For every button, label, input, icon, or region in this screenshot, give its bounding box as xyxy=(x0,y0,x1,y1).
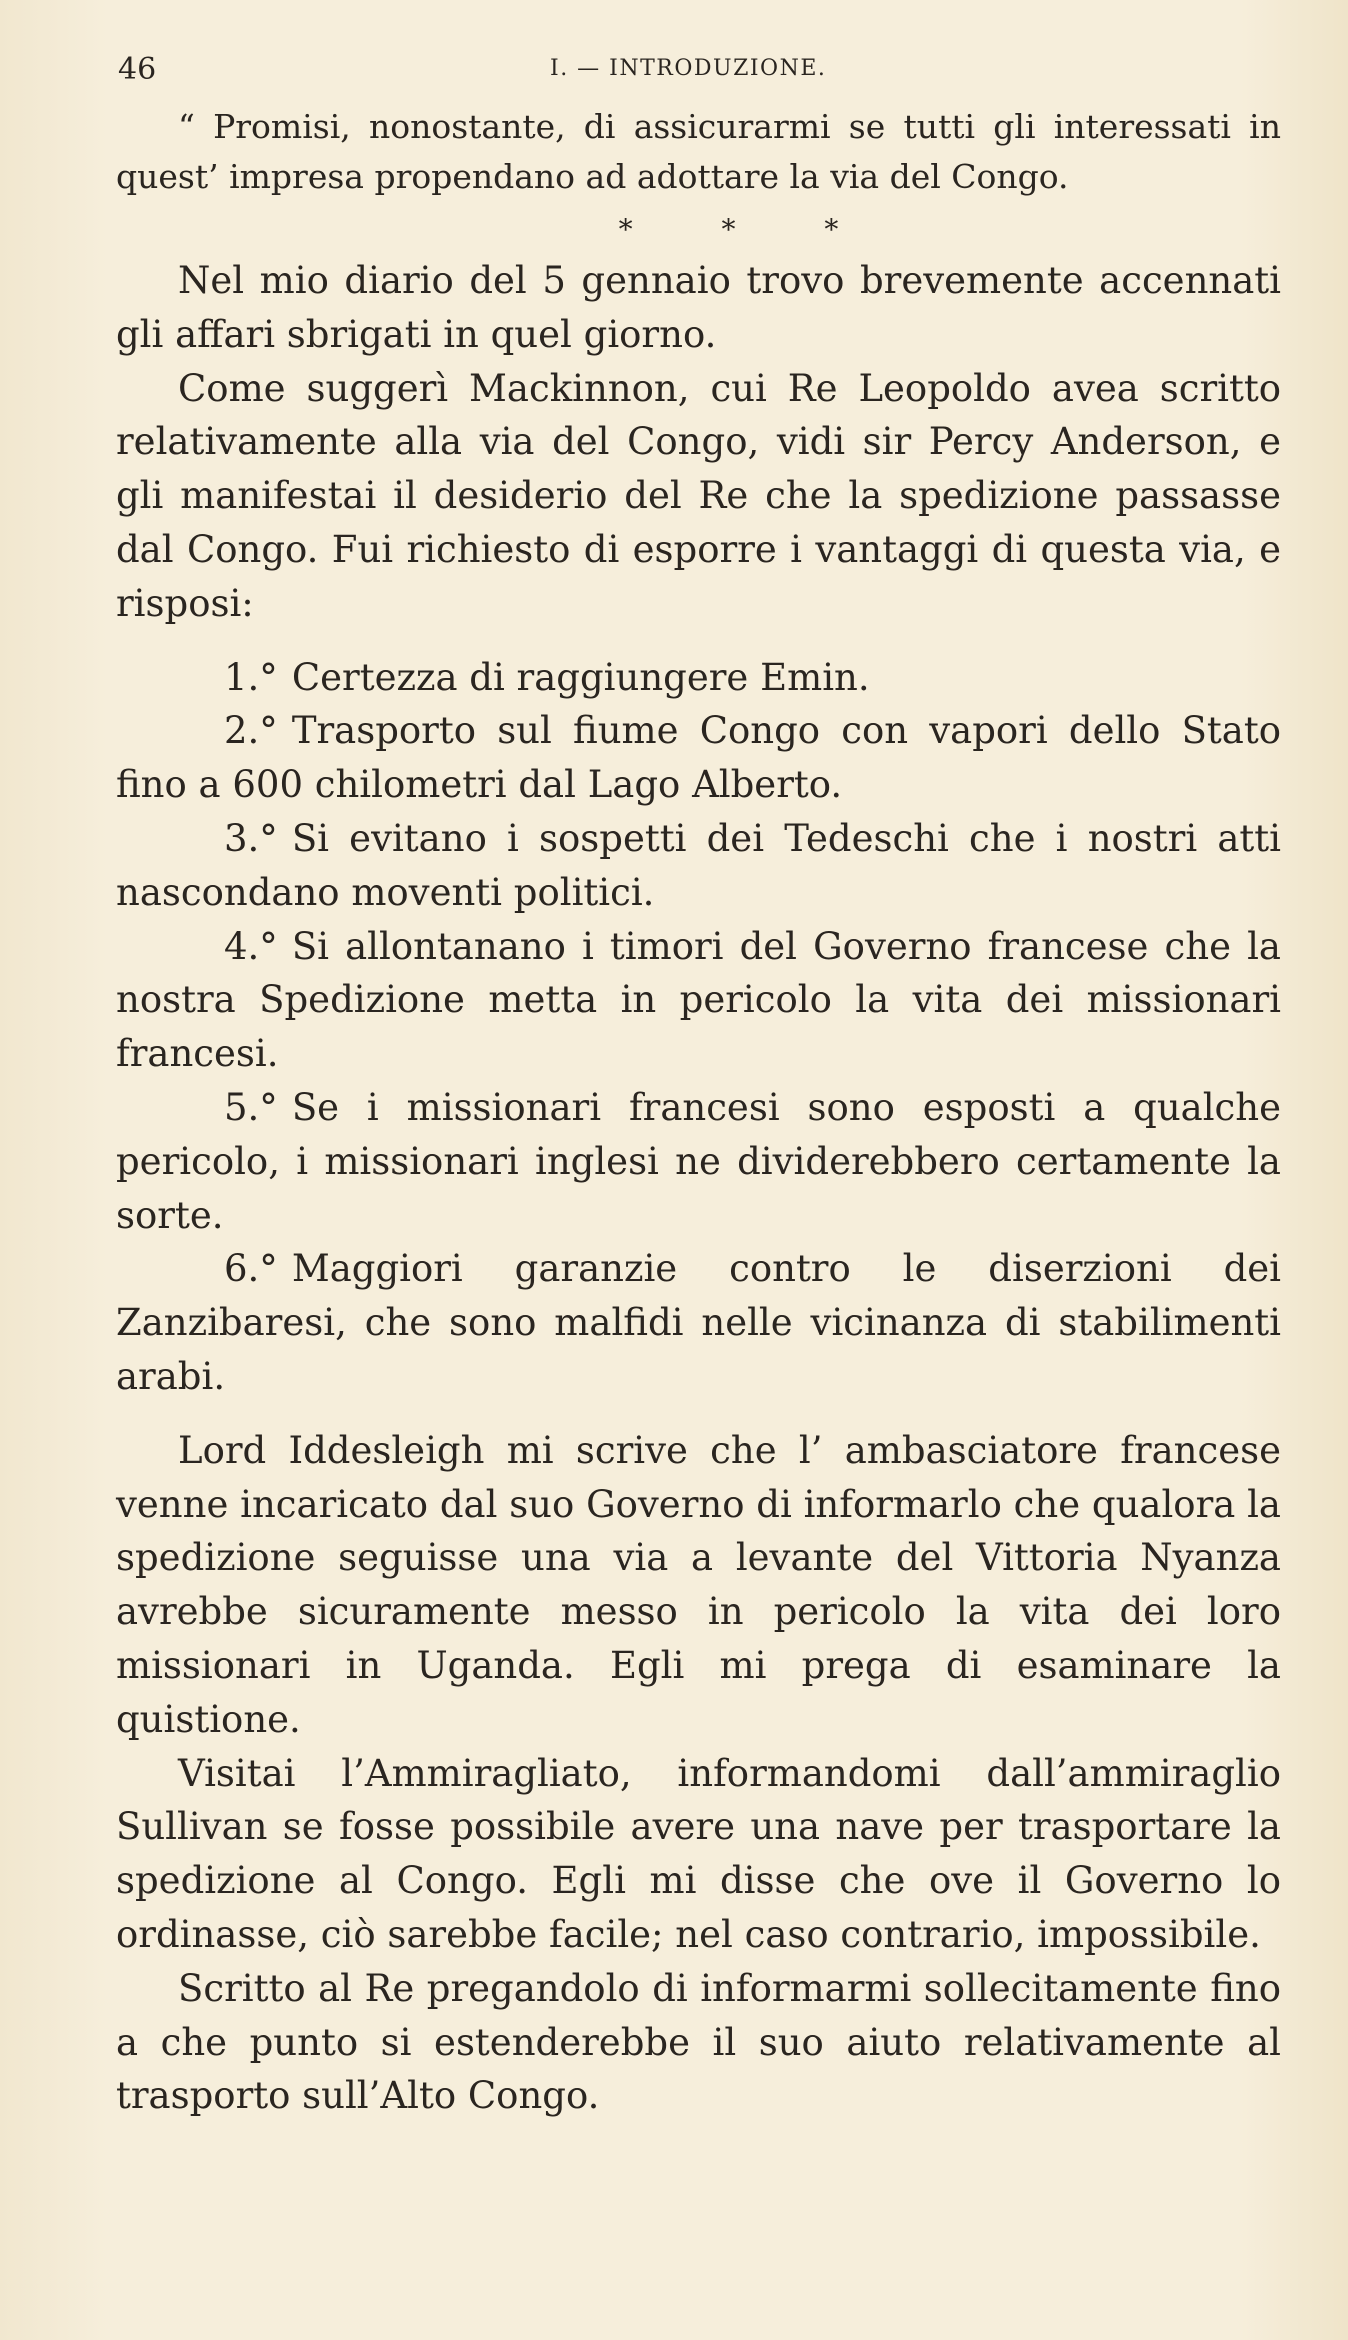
body-text xyxy=(116,102,1281,2123)
list-item-number: 5.° xyxy=(224,1085,278,1129)
list-item-number: 4.° xyxy=(224,924,278,968)
list-item xyxy=(116,920,1281,1081)
list-item-text: Si evitano i sospetti dei Tedeschi che i nostri atti nascondano moventi politici. xyxy=(116,816,1281,914)
spacer xyxy=(116,1404,1281,1424)
list-item-text: Se i missionari francesi sono esposti a qualche pericolo, i missionari inglesi ne dividerebbero certamente la sorte. xyxy=(116,1085,1281,1237)
list-item-number: 3.° xyxy=(224,816,278,860)
paragraph-diary: Nel mio diario del 5 gennaio trovo brevemente accennati gli affari sbrigati in quel giorno. xyxy=(116,259,1281,356)
running-head: I. — INTRODUZIONE. xyxy=(550,56,827,81)
list-item xyxy=(116,651,1281,705)
paragraph-admiralty: Visitai l’Ammiragliato, informandomi dall’ammiraglio Sullivan se fosse possibile avere una nave per trasportare la spedizione al Congo. Egli mi disse che ove il Governo lo ordinasse, ciò sarebbe facile; nel caso contrario, impossibile. xyxy=(116,1751,1281,1956)
list-item-number: 2.° xyxy=(224,709,278,753)
spacer xyxy=(116,631,1281,651)
section-separator: * * * xyxy=(618,213,839,246)
list-item-text: Si allontanano i timori del Governo francese che la nostra Spedizione metta in pericolo la vita dei missionari francesi. xyxy=(116,924,1281,1076)
list-item xyxy=(116,1081,1281,1242)
advantages-list xyxy=(116,651,1281,1404)
paragraph-mackinnon: Come suggerì Mackinnon, cui Re Leopoldo avea scritto relativamente alla via del Congo, vidi sir Percy Anderson, e gli manifestai il desiderio del Re che la spedizione passasse dal Congo. Fui richiesto di esporre i vantaggi di questa via, e risposi: xyxy=(116,366,1281,625)
list-item-number: 6.° xyxy=(224,1247,278,1291)
page-number: 46 xyxy=(118,52,157,87)
opening-quote-paragraph: “ Promisi, nonostante, di assicurarmi se tutti gli interessati in quest’ impresa propendano ad adottare la via del Congo. xyxy=(116,107,1281,196)
list-item xyxy=(116,704,1281,812)
list-item-number: 1.° xyxy=(224,655,278,699)
page-header xyxy=(118,52,1288,92)
list-item-text: Maggiori garanzie contro le diserzioni dei Zanzibaresi, che sono malfidi nelle vicinanza di stabilimenti arabi. xyxy=(116,1247,1281,1398)
list-item xyxy=(116,1242,1281,1403)
paragraph-iddesleigh: Lord Iddesleigh mi scrive che l’ ambasciatore francese venne incaricato dal suo Governo di informarlo che qualora la spedizione seguisse una via a levante del Vittoria Nyanza avrebbe sicuramente messo in pericolo la vita dei loro missionari in Uganda. Egli mi prega di esaminare la quistione. xyxy=(116,1428,1281,1741)
list-item-text: Trasporto sul fiume Congo con vapori dello Stato fino a 600 chilometri dal Lago Alberto. xyxy=(116,709,1281,807)
paragraph-letter-to-king: Scritto al Re pregandolo di informarmi sollecitamente fino a che punto si estenderebbe il suo aiuto relativamente al trasporto sull’Alto Congo. xyxy=(116,1966,1281,2118)
list-item xyxy=(116,812,1281,920)
list-item-text: Certezza di raggiungere Emin. xyxy=(291,655,870,699)
